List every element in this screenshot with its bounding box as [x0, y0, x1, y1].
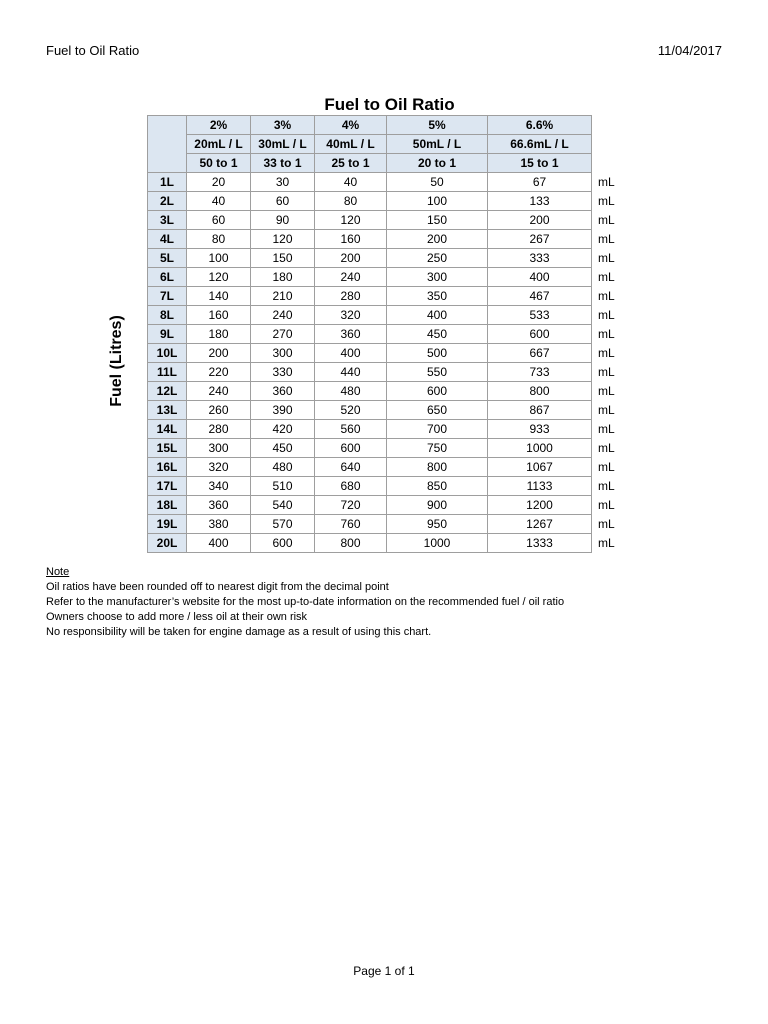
- oil-amount-cell: 510: [251, 477, 315, 496]
- oil-amount-cell: 320: [187, 458, 251, 477]
- oil-amount-cell: 240: [251, 306, 315, 325]
- oil-amount-cell: 133: [488, 192, 592, 211]
- oil-amount-cell: 450: [387, 325, 488, 344]
- oil-amount-cell: 120: [315, 211, 387, 230]
- oil-amount-cell: 280: [315, 287, 387, 306]
- table-row: [148, 382, 632, 401]
- unit-label: mL: [598, 383, 615, 398]
- oil-amount-cell: 240: [187, 382, 251, 401]
- oil-amount-cell: 600: [488, 325, 592, 344]
- oil-amount-cell: 467: [488, 287, 592, 306]
- oil-amount-cell: 280: [187, 420, 251, 439]
- oil-amount-cell: 750: [387, 439, 488, 458]
- oil-amount-cell: 120: [251, 230, 315, 249]
- row-label-fuel: 13L: [148, 401, 187, 420]
- oil-amount-cell: 650: [387, 401, 488, 420]
- row-label-fuel: 1L: [148, 173, 187, 192]
- row-label-fuel: 18L: [148, 496, 187, 515]
- oil-amount-cell: 210: [251, 287, 315, 306]
- table-row: [148, 268, 632, 287]
- unit-label: mL: [598, 193, 615, 208]
- oil-amount-cell: 40: [187, 192, 251, 211]
- oil-amount-cell: 360: [251, 382, 315, 401]
- row-label-fuel: 16L: [148, 458, 187, 477]
- table-row: [148, 458, 632, 477]
- oil-amount-cell: 900: [387, 496, 488, 515]
- row-label-fuel: 9L: [148, 325, 187, 344]
- fuel-oil-ratio-table: [147, 115, 632, 553]
- header-date: 11/04/2017: [657, 43, 722, 58]
- oil-amount-cell: 333: [488, 249, 592, 268]
- oil-amount-cell: 340: [187, 477, 251, 496]
- oil-amount-cell: 480: [315, 382, 387, 401]
- table-row: [148, 439, 632, 458]
- oil-amount-cell: 500: [387, 344, 488, 363]
- oil-amount-cell: 560: [315, 420, 387, 439]
- header-ratio: 15 to 1: [488, 154, 592, 173]
- table-row: [148, 192, 632, 211]
- oil-amount-cell: 200: [387, 230, 488, 249]
- oil-amount-cell: 20: [187, 173, 251, 192]
- unit-label: mL: [598, 535, 615, 550]
- table-row: [148, 211, 632, 230]
- fuel-axis-label: Fuel (Litres): [108, 315, 125, 407]
- oil-amount-cell: 60: [187, 211, 251, 230]
- row-label-fuel: 14L: [148, 420, 187, 439]
- oil-amount-cell: 1200: [488, 496, 592, 515]
- table-row: [148, 363, 632, 382]
- table-header-row: [148, 135, 632, 154]
- table-header-row: [148, 116, 632, 135]
- oil-amount-cell: 760: [315, 515, 387, 534]
- oil-amount-cell: 360: [187, 496, 251, 515]
- oil-amount-cell: 160: [187, 306, 251, 325]
- table-row: [148, 477, 632, 496]
- oil-amount-cell: 440: [315, 363, 387, 382]
- header-percent: 6.6%: [488, 116, 592, 135]
- unit-label: mL: [598, 478, 615, 493]
- header-ml-per-litre: 30mL / L: [251, 135, 315, 154]
- row-label-fuel: 10L: [148, 344, 187, 363]
- note-line: No responsibility will be taken for engine damage as a result of using this chart.: [46, 626, 432, 638]
- oil-amount-cell: 800: [488, 382, 592, 401]
- header-ratio: 20 to 1: [387, 154, 488, 173]
- row-label-fuel: 19L: [148, 515, 187, 534]
- oil-amount-cell: 180: [251, 268, 315, 287]
- table-header-row: [148, 154, 632, 173]
- oil-amount-cell: 867: [488, 401, 592, 420]
- oil-amount-cell: 80: [315, 192, 387, 211]
- row-label-fuel: 7L: [148, 287, 187, 306]
- unit-label: mL: [598, 174, 615, 189]
- oil-amount-cell: 267: [488, 230, 592, 249]
- oil-amount-cell: 150: [251, 249, 315, 268]
- unit-label: mL: [598, 459, 615, 474]
- oil-amount-cell: 240: [315, 268, 387, 287]
- row-label-fuel: 6L: [148, 268, 187, 287]
- oil-amount-cell: 200: [488, 211, 592, 230]
- table-row: [148, 287, 632, 306]
- oil-amount-cell: 180: [187, 325, 251, 344]
- oil-amount-cell: 800: [387, 458, 488, 477]
- oil-amount-cell: 140: [187, 287, 251, 306]
- oil-amount-cell: 100: [187, 249, 251, 268]
- oil-amount-cell: 300: [387, 268, 488, 287]
- oil-amount-cell: 400: [315, 344, 387, 363]
- oil-amount-cell: 1333: [488, 534, 592, 553]
- oil-amount-cell: 420: [251, 420, 315, 439]
- oil-amount-cell: 933: [488, 420, 592, 439]
- note-line: Oil ratios have been rounded off to nearest digit from the decimal point: [46, 581, 389, 593]
- oil-amount-cell: 390: [251, 401, 315, 420]
- header-ml-per-litre: 20mL / L: [187, 135, 251, 154]
- oil-amount-cell: 300: [251, 344, 315, 363]
- oil-amount-cell: 50: [387, 173, 488, 192]
- row-label-fuel: 8L: [148, 306, 187, 325]
- header-ml-per-litre: 50mL / L: [387, 135, 488, 154]
- oil-amount-cell: 400: [488, 268, 592, 287]
- oil-amount-cell: 320: [315, 306, 387, 325]
- oil-amount-cell: 680: [315, 477, 387, 496]
- oil-amount-cell: 40: [315, 173, 387, 192]
- oil-amount-cell: 120: [187, 268, 251, 287]
- table-row: [148, 534, 632, 553]
- oil-amount-cell: 300: [187, 439, 251, 458]
- table-row: [148, 325, 632, 344]
- row-label-fuel: 17L: [148, 477, 187, 496]
- oil-amount-cell: 550: [387, 363, 488, 382]
- row-label-fuel: 11L: [148, 363, 187, 382]
- oil-amount-cell: 200: [315, 249, 387, 268]
- unit-label: mL: [598, 307, 615, 322]
- table-corner: [148, 116, 187, 173]
- oil-amount-cell: 533: [488, 306, 592, 325]
- unit-label: mL: [598, 269, 615, 284]
- oil-amount-cell: 950: [387, 515, 488, 534]
- notes-section: [46, 565, 564, 640]
- row-label-fuel: 20L: [148, 534, 187, 553]
- oil-amount-cell: 100: [387, 192, 488, 211]
- table-title: Fuel to Oil Ratio: [324, 95, 455, 114]
- unit-label: mL: [598, 288, 615, 303]
- oil-amount-cell: 1000: [387, 534, 488, 553]
- oil-amount-cell: 700: [387, 420, 488, 439]
- unit-label: mL: [598, 440, 615, 455]
- table-row: [148, 515, 632, 534]
- oil-amount-cell: 380: [187, 515, 251, 534]
- row-label-fuel: 3L: [148, 211, 187, 230]
- oil-amount-cell: 250: [387, 249, 488, 268]
- table-row: [148, 401, 632, 420]
- oil-amount-cell: 720: [315, 496, 387, 515]
- blank-cell: [592, 135, 632, 154]
- oil-amount-cell: 60: [251, 192, 315, 211]
- oil-amount-cell: 1133: [488, 477, 592, 496]
- unit-label: mL: [598, 212, 615, 227]
- unit-label: mL: [598, 364, 615, 379]
- oil-amount-cell: 1267: [488, 515, 592, 534]
- oil-amount-cell: 733: [488, 363, 592, 382]
- oil-amount-cell: 1000: [488, 439, 592, 458]
- header-ratio: 50 to 1: [187, 154, 251, 173]
- table-row: [148, 249, 632, 268]
- table-row: [148, 230, 632, 249]
- row-label-fuel: 15L: [148, 439, 187, 458]
- header-percent: 4%: [315, 116, 387, 135]
- oil-amount-cell: 400: [387, 306, 488, 325]
- unit-label: mL: [598, 402, 615, 417]
- oil-amount-cell: 260: [187, 401, 251, 420]
- header-ratio: 33 to 1: [251, 154, 315, 173]
- oil-amount-cell: 90: [251, 211, 315, 230]
- header-ml-per-litre: 66.6mL / L: [488, 135, 592, 154]
- oil-amount-cell: 520: [315, 401, 387, 420]
- unit-label: mL: [598, 516, 615, 531]
- oil-amount-cell: 480: [251, 458, 315, 477]
- oil-amount-cell: 600: [251, 534, 315, 553]
- header-percent: 2%: [187, 116, 251, 135]
- oil-amount-cell: 270: [251, 325, 315, 344]
- oil-amount-cell: 200: [187, 344, 251, 363]
- header-ratio: 25 to 1: [315, 154, 387, 173]
- unit-label: mL: [598, 421, 615, 436]
- oil-amount-cell: 450: [251, 439, 315, 458]
- unit-label: mL: [598, 326, 615, 341]
- notes-title: Note: [46, 566, 70, 578]
- oil-amount-cell: 30: [251, 173, 315, 192]
- oil-amount-cell: 600: [387, 382, 488, 401]
- oil-amount-cell: 220: [187, 363, 251, 382]
- unit-label: mL: [598, 497, 615, 512]
- header-percent: 3%: [251, 116, 315, 135]
- row-label-fuel: 12L: [148, 382, 187, 401]
- blank-cell: [592, 154, 632, 173]
- oil-amount-cell: 350: [387, 287, 488, 306]
- oil-amount-cell: 360: [315, 325, 387, 344]
- oil-amount-cell: 640: [315, 458, 387, 477]
- oil-amount-cell: 600: [315, 439, 387, 458]
- unit-label: mL: [598, 345, 615, 360]
- blank-cell: [592, 116, 632, 135]
- row-label-fuel: 4L: [148, 230, 187, 249]
- oil-amount-cell: 80: [187, 230, 251, 249]
- oil-amount-cell: 1067: [488, 458, 592, 477]
- oil-amount-cell: 800: [315, 534, 387, 553]
- oil-amount-cell: 330: [251, 363, 315, 382]
- unit-label: mL: [598, 231, 615, 246]
- oil-amount-cell: 850: [387, 477, 488, 496]
- row-label-fuel: 2L: [148, 192, 187, 211]
- page-number: Page 1 of 1: [353, 964, 415, 978]
- table-row: [148, 496, 632, 515]
- row-label-fuel: 5L: [148, 249, 187, 268]
- table-row: [148, 306, 632, 325]
- table-row: [148, 420, 632, 439]
- header-title: Fuel to Oil Ratio: [46, 43, 140, 58]
- oil-amount-cell: 400: [187, 534, 251, 553]
- table-row: [148, 344, 632, 363]
- oil-amount-cell: 667: [488, 344, 592, 363]
- oil-amount-cell: 67: [488, 173, 592, 192]
- table-row: [148, 173, 632, 192]
- note-line: Owners choose to add more / less oil at their own risk: [46, 611, 308, 623]
- oil-amount-cell: 540: [251, 496, 315, 515]
- header-percent: 5%: [387, 116, 488, 135]
- note-line: Refer to the manufacturer’s website for the most up-to-date information on the recommended fuel / oil ratio: [46, 596, 565, 608]
- unit-label: mL: [598, 250, 615, 265]
- oil-amount-cell: 570: [251, 515, 315, 534]
- oil-amount-cell: 150: [387, 211, 488, 230]
- oil-amount-cell: 160: [315, 230, 387, 249]
- header-ml-per-litre: 40mL / L: [315, 135, 387, 154]
